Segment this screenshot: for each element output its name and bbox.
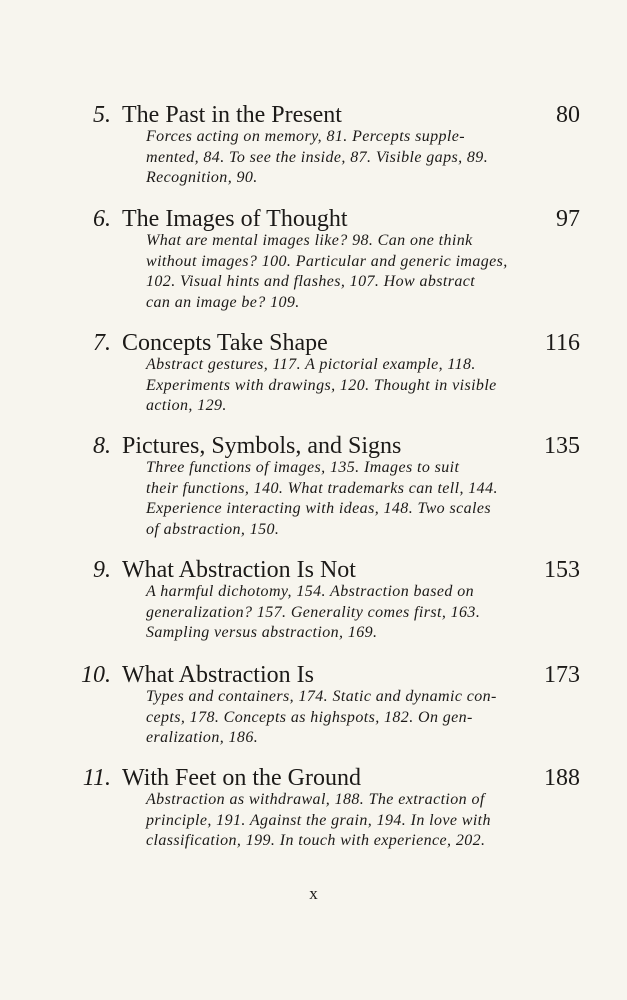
chapter-page-number: 153 xyxy=(544,557,580,583)
summary-line: their functions, 140. What trademarks can tell, 144. xyxy=(146,479,498,497)
chapter-title: What Abstraction Is Not xyxy=(122,557,356,583)
summary-line: Abstract gestures, 117. A pictorial example, 118. xyxy=(146,356,476,373)
chapter-number: 6. xyxy=(93,206,111,232)
chapter-summary xyxy=(146,790,546,852)
summary-line: action, 129. xyxy=(146,397,227,414)
page-folio: x xyxy=(309,884,318,903)
summary-line: What are mental images like? 98. Can one think xyxy=(146,232,473,249)
chapter-title: With Feet on the Ground xyxy=(122,765,361,791)
chapter-summary xyxy=(146,355,546,417)
summary-line: mented, 84. To see the inside, 87. Visible gaps, 89. xyxy=(146,148,489,166)
summary-line: Experience interacting with ideas, 148. Two scales xyxy=(146,500,491,517)
summary-line: generalization? 157. Generality comes first, 163. xyxy=(146,603,481,621)
chapter-summary xyxy=(146,687,546,749)
chapter-page-number: 188 xyxy=(544,765,580,791)
summary-line: Abstraction as withdrawal, 188. The extraction of xyxy=(146,791,485,808)
chapter-number: 5. xyxy=(93,102,111,128)
chapter-number: 8. xyxy=(93,433,111,459)
chapter-title: The Images of Thought xyxy=(122,206,348,232)
chapter-page-number: 173 xyxy=(544,662,580,688)
summary-line: without images? 100. Particular and generic images, xyxy=(146,252,508,270)
summary-line: of abstraction, 150. xyxy=(146,520,280,538)
summary-line: can an image be? 109. xyxy=(146,293,300,311)
chapter-summary xyxy=(146,231,546,313)
summary-line: Sampling versus abstraction, 169. xyxy=(146,624,378,641)
summary-line: eralization, 186. xyxy=(146,729,259,746)
summary-line: principle, 191. Against the grain, 194. In love with xyxy=(146,811,491,829)
summary-line: Forces acting on memory, 81. Percepts supple- xyxy=(146,128,465,145)
summary-line: classification, 199. In touch with experience, 202. xyxy=(146,832,486,849)
summary-line: A harmful dichotomy, 154. Abstraction based on xyxy=(146,583,475,600)
summary-line: Types and containers, 174. Static and dynamic con- xyxy=(146,688,497,705)
chapter-number: 7. xyxy=(93,330,111,356)
chapter-number: 11. xyxy=(82,765,111,791)
chapter-page-number: 135 xyxy=(544,433,580,459)
chapter-number: 9. xyxy=(93,557,111,583)
chapter-summary xyxy=(146,582,546,644)
summary-line: cepts, 178. Concepts as highspots, 182. On gen- xyxy=(146,708,473,726)
chapter-page-number: 80 xyxy=(556,102,580,128)
chapter-title: What Abstraction Is xyxy=(122,662,314,688)
chapter-title: The Past in the Present xyxy=(122,102,342,128)
summary-line: 102. Visual hints and flashes, 107. How abstract xyxy=(146,273,476,290)
summary-line: Experiments with drawings, 120. Thought in visible xyxy=(146,376,497,394)
chapter-summary xyxy=(146,127,546,189)
chapter-title: Pictures, Symbols, and Signs xyxy=(122,433,402,459)
summary-line: Recognition, 90. xyxy=(146,169,258,186)
chapter-summary xyxy=(146,458,546,540)
chapter-page-number: 97 xyxy=(556,206,580,232)
chapter-page-number: 116 xyxy=(544,330,580,356)
chapter-number: 10. xyxy=(81,662,111,688)
chapter-title: Concepts Take Shape xyxy=(122,330,328,356)
summary-line: Three functions of images, 135. Images to suit xyxy=(146,459,460,476)
